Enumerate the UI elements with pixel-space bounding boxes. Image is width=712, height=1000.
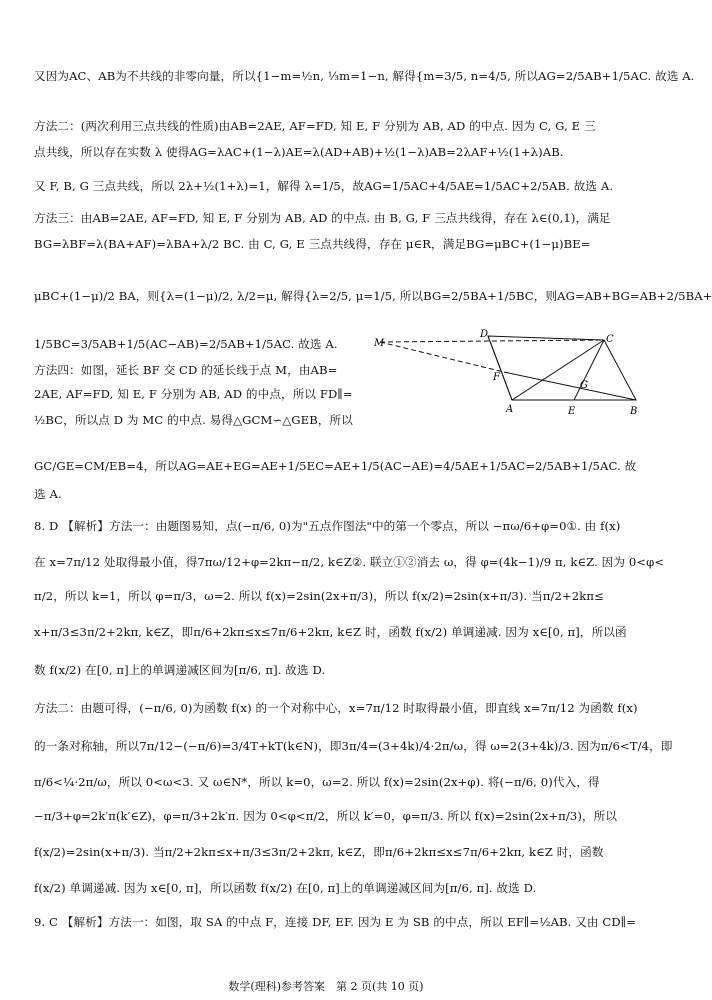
page-footer: 数学(理科)参考答案 第 2 页(共 10 页) (228, 980, 424, 993)
text-line: 2AE, AF=FD, 知 E, F 分别为 AB, AD 的中点，所以 FD∥= (34, 387, 353, 401)
text-line: 又因为AC、AB为不共线的非零向量，所以{1−m=½n, ⅓m=1−n, 解得{m=3/5, n=4/5, 所以AG=2/5AB+1/5AC. 故选 A. (34, 69, 695, 83)
line-mc (380, 340, 604, 342)
text-line: π/6<¼·2π/ω，所以 0<ω<3. 又 ω∈N*，所以 k=0，ω=2. 所以 f(x)=2sin(2x+φ). 将(−π/6, 0)代入，得 (34, 775, 600, 789)
line-mf (380, 342, 504, 372)
label-a: A (506, 404, 514, 415)
text-line: π/2，所以 k=1，所以 φ=π/3，ω=2. 所以 f(x)=2sin(2x+π/3)，所以 f(x/2)=2sin(x+π/3). 当π/2+2kπ≤ (34, 589, 604, 603)
text-line: 方法四：如图，延长 BF 交 CD 的延长线于点 M，由AB= (34, 363, 338, 377)
label-m: M (374, 338, 385, 349)
geometry-figure (372, 328, 642, 418)
figure-svg (372, 328, 642, 418)
text-line: 9. C 【解析】方法一：如图，取 SA 的中点 F，连接 DF, EF. 因为 E 为 SB 的中点，所以 EF∥=½AB. 又由 CD∥= (34, 915, 637, 929)
parallelogram (488, 336, 636, 400)
text-line: 的一条对称轴，所以7π/12−(−π/6)=3/4T+kT(k∈N)，即3π/4=(3+4k)/4·2π/ω，得 ω=2(3+4k)/3. 因为π/6<T/4，即 (34, 739, 673, 753)
label-g: G (580, 380, 588, 391)
text-line: 方法二：(两次利用三点共线的性质)由AB=2AE, AF=FD, 知 E, F 分别为 AB, AD 的中点. 因为 C, G, E 三 (34, 119, 596, 133)
text-line: f(x/2)=2sin(x+π/3). 当π/2+2kπ≤x+π/3≤3π/2+2kπ, k∈Z，即π/6+2kπ≤x≤7π/6+2kπ, k∈Z 时，函数 (34, 845, 604, 859)
line-da (488, 336, 512, 400)
text-line: μBC+(1−μ)/2 BA，则{λ=(1−μ)/2, λ/2=μ, 解得{λ=2/5, μ=1/5, 所以BG=2/5BA+1/5BC，则AG=AB+BG=AB+2/5BA+ (34, 289, 712, 303)
label-b: B (630, 406, 638, 417)
text-line: 1/5BC=3/5AB+1/5(AC−AB)=2/5AB+1/5AC. 故选 A. (34, 337, 338, 351)
text-line: x+π/3≤3π/2+2kπ, k∈Z，即π/6+2kπ≤x≤7π/6+2kπ, k∈Z 时，函数 f(x/2) 单调递减. 因为 x∈[0, π]，所以函 (34, 625, 627, 639)
text-line: −π/3+φ=2k′π(k′∈Z)，φ=π/3+2k′π. 因为 0<φ<π/2，所以 k′=0，φ=π/3. 所以 f(x)=2sin(2x+π/3)，所以 (34, 809, 618, 823)
label-c: C (606, 334, 614, 345)
text-line: 方法三：由AB=2AE, AF=FD, 知 E, F 分别为 AB, AD 的中点. 由 B, G, F 三点共线得，存在 λ∈(0,1)，满足 (34, 211, 611, 225)
label-e: E (568, 406, 576, 417)
text-line: BG=λBF=λ(BA+AF)=λBA+λ/2 BC. 由 C, G, E 三点共线得，存在 μ∈R，满足BG=μBC+(1−μ)BE= (34, 237, 591, 251)
text-line: f(x/2) 单调递减. 因为 x∈[0, π]，所以函数 f(x/2) 在[0, π]上的单调递减区间为[π/6, π]. 故选 D. (34, 881, 537, 895)
text-line: ½BC，所以点 D 为 MC 的中点. 易得△GCM∽△GEB，所以 (34, 413, 353, 427)
text-line: GC/GE=CM/EB=4，所以AG=AE+EG=AE+1/5EC=AE+1/5(AC−AE)=4/5AE+1/5AC=2/5AB+1/5AC. 故 (34, 459, 637, 473)
label-d: D (480, 329, 489, 340)
line-fb (504, 372, 636, 400)
label-f: F (493, 372, 500, 383)
text-line: 选 A. (34, 487, 62, 501)
text-line: 点共线，所以存在实数 λ 使得AG=λAC+(1−λ)AE=λ(AD+AB)+½(1−λ)AB=2λAF+½(1+λ)AB. (34, 145, 564, 159)
line-ce (574, 340, 604, 400)
text-line: 在 x=7π/12 处取得最小值，得7πω/12+φ=2kπ−π/2, k∈Z②. 联立①②消去 ω，得 φ=(4k−1)/9 π, k∈Z. 因为 0<φ< (34, 555, 665, 569)
text-line: 又 F, B, G 三点共线，所以 2λ+½(1+λ)=1，解得 λ=1/5，故AG=1/5AC+4/5AE=1/5AC+2/5AB. 故选 A. (34, 179, 614, 193)
text-line: 8. D 【解析】方法一：由题图易知，点(−π/6, 0)为"五点作图法"中的第一个零点，所以 −πω/6+φ=0①. 由 f(x) (34, 519, 621, 533)
text-line: 数 f(x/2) 在[0, π]上的单调递减区间为[π/6, π]. 故选 D. (34, 663, 326, 677)
text-line: 方法二：由题可得，(−π/6, 0)为函数 f(x) 的一个对称中心，x=7π/12 时取得最小值，即直线 x=7π/12 为函数 f(x) (34, 701, 638, 715)
line-ac (512, 340, 604, 400)
